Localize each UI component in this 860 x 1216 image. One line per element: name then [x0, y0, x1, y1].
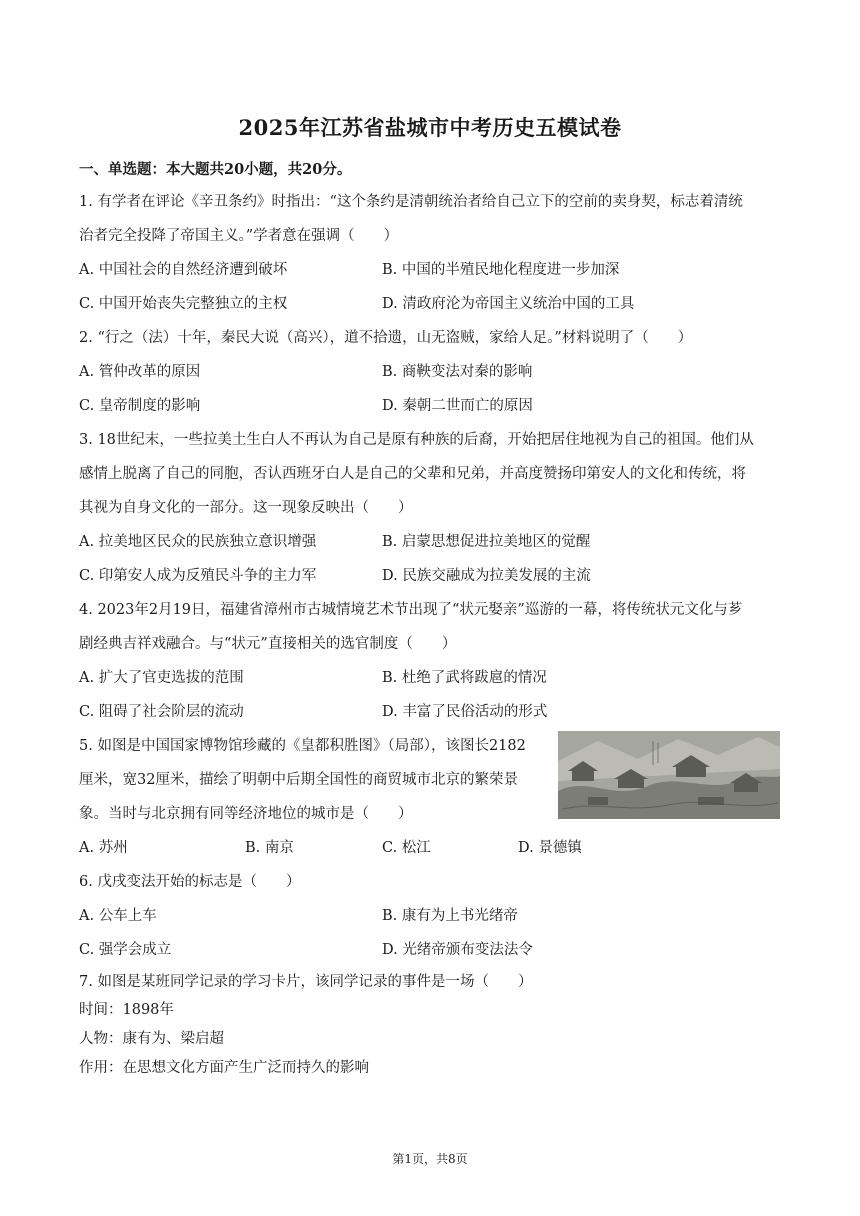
q5-option-c: C. 松江: [382, 840, 431, 856]
q2-stem-line1: 2. “行之（法）十年，秦民大说（高兴），道不拾遗，山无盗贼，家给人足。”材料说明了（ ）: [79, 330, 693, 346]
q6-stem-line1: 6. 戊戌变法开始的标志是（ ）: [79, 874, 301, 890]
q2-option-c: C. 皇帝制度的影响: [79, 398, 201, 414]
q1-option-a: A. 中国社会的自然经济遭到破坏: [79, 262, 288, 278]
q4-option-c: C. 阻碍了社会阶层的流动: [79, 704, 244, 720]
q3-option-d: D. 民族交融成为拉美发展的主流: [382, 568, 591, 584]
q1-stem-line1: 1. 有学者在评论《辛丑条约》时指出：“这个条约是清朝统治者给自己立下的空前的卖身契，标志着清统: [79, 194, 743, 210]
q6-option-a: A. 公车上车: [79, 908, 157, 924]
q3-stem-line1: 3. 18世纪末，一些拉美土生白人不再认为自己是原有种族的后裔，开始把居住地视为自己的祖国。他们从: [79, 432, 754, 448]
q2-option-a: A. 管仲改革的原因: [79, 364, 201, 380]
q3-stem-line3: 其视为自身文化的一部分。这一现象反映出（ ）: [79, 500, 413, 516]
q3-stem-line2: 感情上脱离了自己的同胞，否认西班牙白人是自己的父辈和兄弟，并高度赞扬印第安人的文化和传统，将: [79, 466, 746, 482]
q4-option-a: A. 扩大了官吏选拔的范围: [79, 670, 244, 686]
q7-card-effect: 作用：在思想文化方面产生广泛而持久的影响: [79, 1060, 369, 1076]
q1-stem-line2: 治者完全投降了帝国主义。”学者意在强调（ ）: [79, 228, 399, 244]
painting-illustration: [558, 731, 780, 819]
q1-option-c: C. 中国开始丧失完整独立的主权: [79, 296, 288, 312]
q4-option-b: B. 杜绝了武将跋扈的情况: [382, 670, 547, 686]
q5-stem-line3: 象。当时与北京拥有同等经济地位的城市是（ ）: [79, 806, 413, 822]
q5-option-b: B. 南京: [245, 840, 294, 856]
q5-stem-line1: 5. 如图是中国国家博物馆珍藏的《皇都积胜图》（局部），该图长2182: [79, 738, 526, 754]
q3-option-b: B. 启蒙思想促进拉美地区的觉醒: [382, 534, 591, 550]
q5-stem-line2: 厘米，宽32厘米，描绘了明朝中后期全国性的商贸城市北京的繁荣景: [79, 772, 518, 788]
painting-image: [558, 731, 780, 819]
q5-option-a: A. 苏州: [79, 840, 128, 856]
page-footer: 第1页，共8页: [392, 1152, 468, 1166]
section-heading: 一、单选题：本大题共20小题，共20分。: [79, 161, 352, 178]
q6-option-d: D. 光绪帝颁布变法法令: [382, 942, 533, 958]
q1-option-b: B. 中国的半殖民地化程度进一步加深: [382, 262, 620, 278]
q4-stem-line2: 剧经典吉祥戏融合。与“状元”直接相关的选官制度（ ）: [79, 636, 457, 652]
q2-option-b: B. 商鞅变法对秦的影响: [382, 364, 533, 380]
q6-option-b: B. 康有为上书光绪帝: [382, 908, 518, 924]
q7-stem-line1: 7. 如图是某班同学记录的学习卡片，该同学记录的事件是一场（ ）: [79, 974, 533, 990]
q3-option-a: A. 拉美地区民众的民族独立意识增强: [79, 534, 317, 550]
q3-option-c: C. 印第安人成为反殖民斗争的主力军: [79, 568, 317, 584]
exam-title: 2025年江苏省盐城市中考历史五模试卷: [238, 115, 622, 140]
q5-option-d: D. 景德镇: [518, 840, 582, 856]
q6-option-c: C. 强学会成立: [79, 942, 172, 958]
q2-option-d: D. 秦朝二世而亡的原因: [382, 398, 533, 414]
q1-option-d: D. 清政府沦为帝国主义统治中国的工具: [382, 296, 635, 312]
q7-card-time: 时间：1898年: [79, 1002, 174, 1018]
q4-option-d: D. 丰富了民俗活动的形式: [382, 704, 548, 720]
q7-card-people: 人物：康有为、梁启超: [79, 1031, 224, 1047]
q4-stem-line1: 4. 2023年2月19日，福建省漳州市古城情境艺术节出现了“状元娶亲”巡游的一幕，将传统状元文化与芗: [79, 602, 743, 618]
